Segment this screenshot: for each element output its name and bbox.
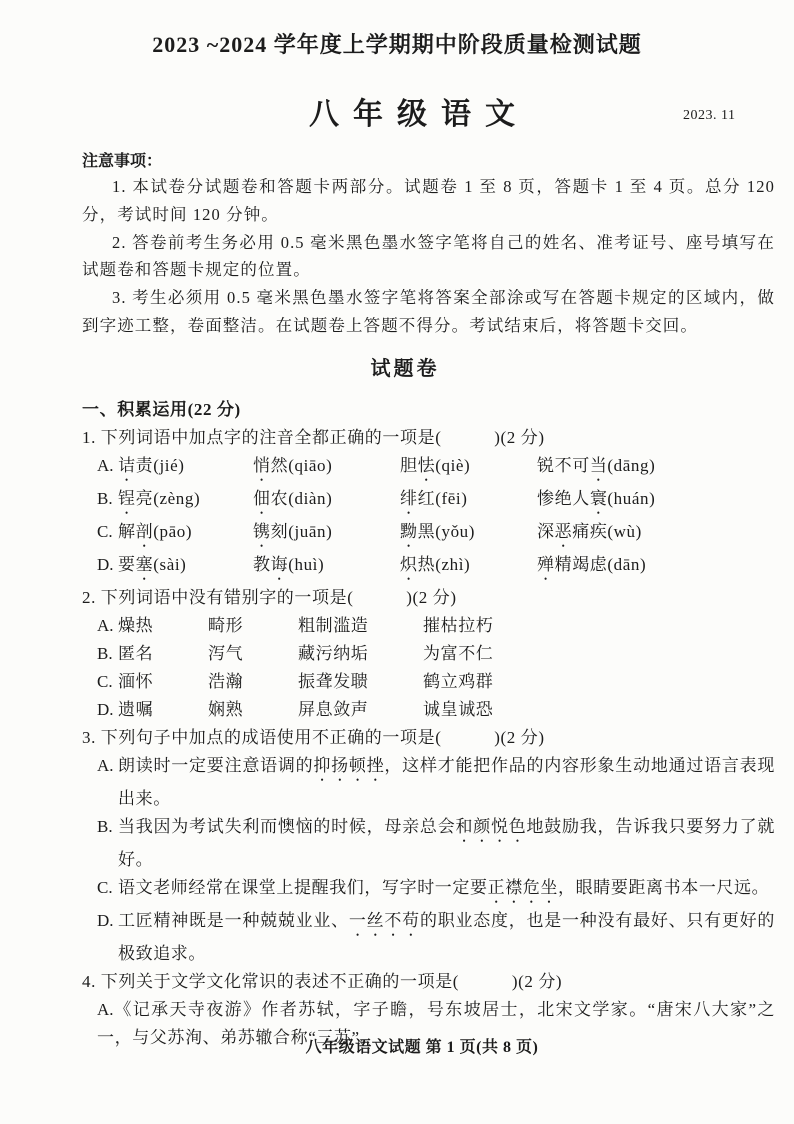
emphasized-text: 和颜悦色 [455,817,527,836]
plain-text: (pāo) [153,522,193,541]
emphasized-text: 锃 [118,489,136,508]
plain-text: ，眼睛要距离书本一尺远。 [558,878,770,897]
option-text [118,874,775,907]
option-word [400,518,537,551]
plain-text: ，这样才能把作品的内容形象生动地通过语言表现出来。 [118,756,775,808]
option-word [208,640,298,668]
plain-text: 黑(yǒu) [417,522,476,541]
option-word [423,668,775,696]
emphasized-text: 殚 [537,555,555,574]
option-sentence [118,911,775,963]
plain-text: 红(fēi) [417,489,468,508]
option-b [97,640,775,668]
option-word [208,668,298,696]
emphasized-text: 悄 [253,456,271,475]
option-a [97,752,775,813]
option-label: B. [97,817,113,836]
plain-text: 湎怀 [118,672,154,691]
question-stem: 2. 下列词语中没有错别字的一项是( )(2 分) [82,588,457,607]
question-stem: 3. 下列句子中加点的成语使用不正确的一项是( )(2 分) [82,728,545,747]
option-b [97,485,775,518]
option-word [118,485,253,518]
option-word [208,612,298,640]
option-word [253,518,400,551]
option-word [118,518,253,551]
part-heading: 一、积累运用(22 分) [82,400,241,419]
option-word [118,551,253,584]
question-stem: 1. 下列词语中加点字的注音全都正确的一项是( )(2 分) [82,428,545,447]
question-stem: 4. 下列关于文学文化常识的表述不正确的一项是( )(2 分) [82,972,563,991]
option-d [97,551,775,584]
option-sentence [118,817,775,869]
emphasized-text: 恶 [554,522,573,541]
section-title: 试题卷 [370,358,440,380]
plain-text: 然(qiāo) [270,456,333,475]
option-word [118,696,208,724]
option-label: D. [97,911,114,930]
option-sentence [118,878,769,897]
option-c [97,518,775,551]
emphasized-text: 佃 [253,489,271,508]
emphasized-text: 镌 [253,522,271,541]
option-label: D. [97,700,114,719]
plain-text: 热(zhì) [417,555,471,574]
option-word [253,452,400,485]
emphasized-text: 塞 [135,555,154,574]
option-label: C. [97,672,113,691]
option-word [537,485,775,518]
option-word [298,668,423,696]
option-label: A. [97,616,114,635]
subject-title: 八年级语文 [309,98,529,131]
plain-text: 锐不可 [537,456,590,475]
option-word [298,640,423,668]
option-label: A. [97,456,114,475]
option-word [400,551,537,584]
plain-text: 地鼓励我，告诉我只要努力了就好。 [118,817,775,869]
plain-text: 要 [118,555,136,574]
plain-text: 朗读时一定要注意语调的 [118,756,314,775]
emphasized-text: 诘 [118,456,136,475]
plain-text: 农(diàn) [270,489,333,508]
plain-text: 解 [118,522,136,541]
plain-text: 精竭虑(dān) [554,555,647,574]
plain-text: 燥热 [118,616,154,635]
plain-text: (dāng) [607,456,656,475]
option-word [423,640,775,668]
option-label: C. [97,522,113,541]
option-label: A. [97,1000,114,1019]
plain-text: 的职业态度，也是一种没有最好、只有更好的极致追求。 [118,911,775,963]
question-1 [82,424,775,584]
plain-text: 胆 [400,456,418,475]
plain-text: 当我因为考试失利而懊恼的时候，母亲总会 [118,817,456,836]
option-sentence [118,756,775,808]
notice-heading: 注意事项： [82,153,163,170]
option-word [298,612,423,640]
question-3 [82,724,775,968]
option-d [97,696,775,724]
emphasized-text: 怯 [417,456,436,475]
plain-text: 匿名 [118,644,154,663]
plain-text: 粗制滥造 [298,616,369,635]
option-word [537,452,775,485]
plain-text: 畸形 [208,616,244,635]
option-label: C. [97,878,113,897]
notice-item: 1. 本试卷分试题卷和答题卡两部分。试题卷 1 至 8 页，答题卡 1 至 4 页。总分 120 分，考试时间 120 分钟。 [82,177,775,224]
option-word [253,551,400,584]
option-word [118,668,208,696]
option-label: A. [97,756,114,775]
plain-text: 痛疾(wù) [572,522,642,541]
emphasized-text: 绯 [400,489,418,508]
page-footer: 八年级语文试题 第 1 页(共 8 页) [305,1039,539,1056]
emphasized-text: 一丝不苟 [348,911,420,930]
notice-item: 3. 考生必须用 0.5 毫米黑色墨水签字笔将答案全部涂或写在答题卡规定的区域内，做到字迹工整，卷面整洁。在试题卷上答题不得分。考试结束后，将答题卡交回。 [82,288,775,335]
plain-text: 惨绝人 [537,489,590,508]
option-text [118,752,775,813]
notice-list [82,173,775,340]
exam-date: 2023. 11 [683,108,736,123]
plain-text: (huán) [607,489,656,508]
option-word [118,612,208,640]
option-c [97,668,775,696]
emphasized-text: 抑扬顿挫 [313,756,385,775]
option-text [118,907,775,968]
option-word [423,612,775,640]
notice-item: 2. 答卷前考生务必用 0.5 毫米黑色墨水签字笔将自己的姓名、准考证号、座号填写在试题卷和答题卡规定的位置。 [82,232,775,280]
question-list [82,396,775,1052]
emphasized-text: 炽 [400,555,418,574]
plain-text: 泻气 [208,644,244,663]
option-word [253,485,400,518]
plain-text: 振聋发聩 [298,672,369,691]
option-d [97,907,775,968]
plain-text: 诚皇诚恐 [423,700,494,719]
plain-text: 鹤立鸡群 [423,672,494,691]
plain-text: 屏息敛声 [298,700,369,719]
option-word [537,551,775,584]
plain-text: 工匠精神既是一种兢兢业业、 [118,911,349,930]
option-word [298,696,423,724]
option-label: D. [97,555,114,574]
option-word [423,696,775,724]
option-text [118,813,775,874]
option-word [118,452,253,485]
emphasized-text: 寰 [589,489,608,508]
plain-text: (huì) [288,555,325,574]
emphasized-text: 剖 [135,522,154,541]
option-word [400,452,537,485]
emphasized-text: 诲 [270,555,289,574]
option-word [400,485,537,518]
plain-text: 责(jié) [135,456,185,475]
option-label: B. [97,644,113,663]
option-word [118,640,208,668]
emphasized-text: 当 [589,456,608,475]
option-word [537,518,775,551]
plain-text: 教 [253,555,271,574]
plain-text: 《记承天寺夜游》作者苏轼，字子瞻，号东坡居士，北宋文学家。“唐宋八大家”之一，与父苏洵、弟苏辙合称“三苏”。 [97,1000,775,1047]
plain-text: (sài) [153,555,187,574]
option-a [97,452,775,485]
plain-text: 藏污纳垢 [298,644,369,663]
plain-text: 深 [537,522,555,541]
plain-text: 娴熟 [208,700,244,719]
plain-text: 摧枯拉朽 [423,616,494,635]
plain-text: 刻(juān) [270,522,333,541]
exam-title: 2023 ~2024 学年度上学期期中阶段质量检测试题 [152,32,642,57]
question-2 [82,584,775,724]
option-word [208,696,298,724]
plain-text: 为富不仁 [423,644,494,663]
plain-text: 遗嘱 [118,700,154,719]
option-a [97,612,775,640]
plain-text: 浩瀚 [208,672,244,691]
option-b [97,813,775,874]
emphasized-text: 黝 [400,522,418,541]
plain-text: 亮(zèng) [135,489,201,508]
option-label: B. [97,489,113,508]
plain-text: 语文老师经常在课堂上提醒我们，写字时一定要 [118,878,488,897]
option-c [97,874,775,907]
emphasized-text: 正襟危坐 [487,878,559,897]
plain-text: (qiè) [435,456,471,475]
